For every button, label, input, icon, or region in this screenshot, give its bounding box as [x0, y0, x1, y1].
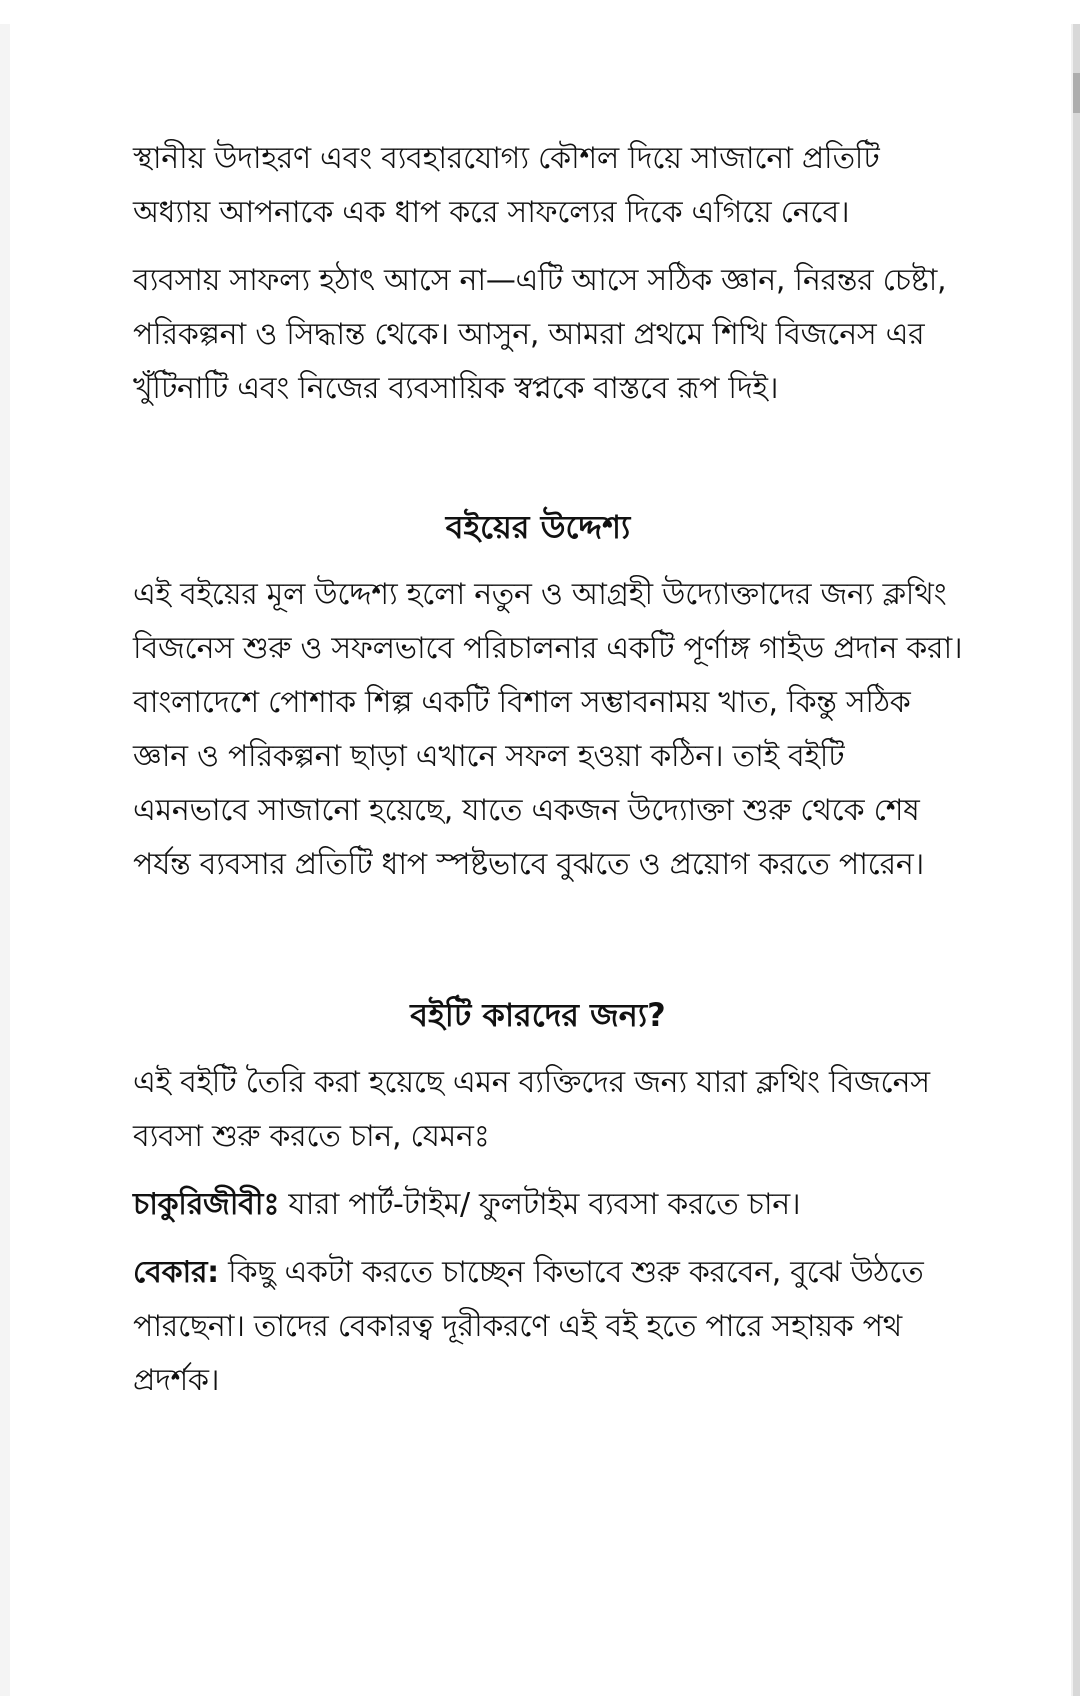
document-page — [133, 132, 963, 1408]
audience-description: যারা পার্ট-টাইম/ ফুলটাইম ব্যবসা করতে চান। — [279, 1187, 801, 1222]
audience-item-employed — [133, 1178, 963, 1232]
scrollbar-thumb[interactable] — [1073, 73, 1080, 113]
page-left-margin — [0, 24, 10, 1696]
vertical-scrollbar[interactable] — [1071, 24, 1080, 1696]
intro-paragraph-2: ব্যবসায় সাফল্য হঠাৎ আসে না—এটি আসে সঠিক জ্ঞান, নিরন্তর চেষ্টা, পরিকল্পনা ও সিদ্ধান্ত থেকে। আসুন, আমরা প্রথমে শিখি বিজনেস এর খুঁটিনাটি এবং নিজের ব্যবসায়িক স্বপ্নকে বাস্তবে রূপ দিই। — [133, 263, 947, 406]
intro-paragraph-1: স্থানীয় উদাহরণ এবং ব্যবহারযোগ্য কৌশল দিয়ে সাজানো প্রতিটি অধ্যায় আপনাকে এক ধাপ করে সাফল্যের দিকে এগিয়ে নেবে। — [133, 141, 880, 230]
audience-term: চাকুরিজীবীঃ — [133, 1187, 280, 1222]
purpose-paragraph-1: এই বইয়ের মূল উদ্দেশ্য হলো নতুন ও আগ্রহী উদ্যোক্তাদের জন্য ক্লথিং বিজনেস শুরু ও সফলভাবে পরিচালনার একটি পূর্ণাঙ্গ গাইড প্রদান করা। — [133, 577, 963, 666]
section-heading-purpose: বইয়ের উদ্দেশ্য — [445, 508, 631, 546]
purpose-paragraph-2: বাংলাদেশে পোশাক শিল্প একটি বিশাল সম্ভাবনাময় খাত, কিন্তু সঠিক জ্ঞান ও পরিকল্পনা ছাড়া এখানে সফল হওয়া কঠিন। তাই বইটি এমনভাবে সাজানো হয়েছে, যাতে একজন উদ্যোক্তা শুরু থেকে শেষ পর্যন্ত ব্যবসার প্রতিটি ধাপ স্পষ্টভাবে বুঝতে ও প্রয়োগ করতে পারেন। — [133, 685, 924, 882]
audience-description: কিছু একটা করতে চাচ্ছেন কিভাবে শুরু করবেন, বুঝে উঠতে পারছেনা। তাদের বেকারত্ব দূরীকরণে এই বই হতে পারে সহায়ক পথ প্রদর্শক। — [133, 1255, 924, 1398]
section-heading-audience: বইটি কারদের জন্য? — [410, 996, 666, 1034]
audience-term: বেকার: — [133, 1255, 219, 1290]
audience-intro-paragraph: এই বইটি তৈরি করা হয়েছে এমন ব্যক্তিদের জন্য যারা ক্লথিং বিজনেস ব্যবসা শুরু করতে চান, যেমনঃ — [133, 1065, 930, 1154]
audience-item-unemployed — [133, 1246, 963, 1408]
